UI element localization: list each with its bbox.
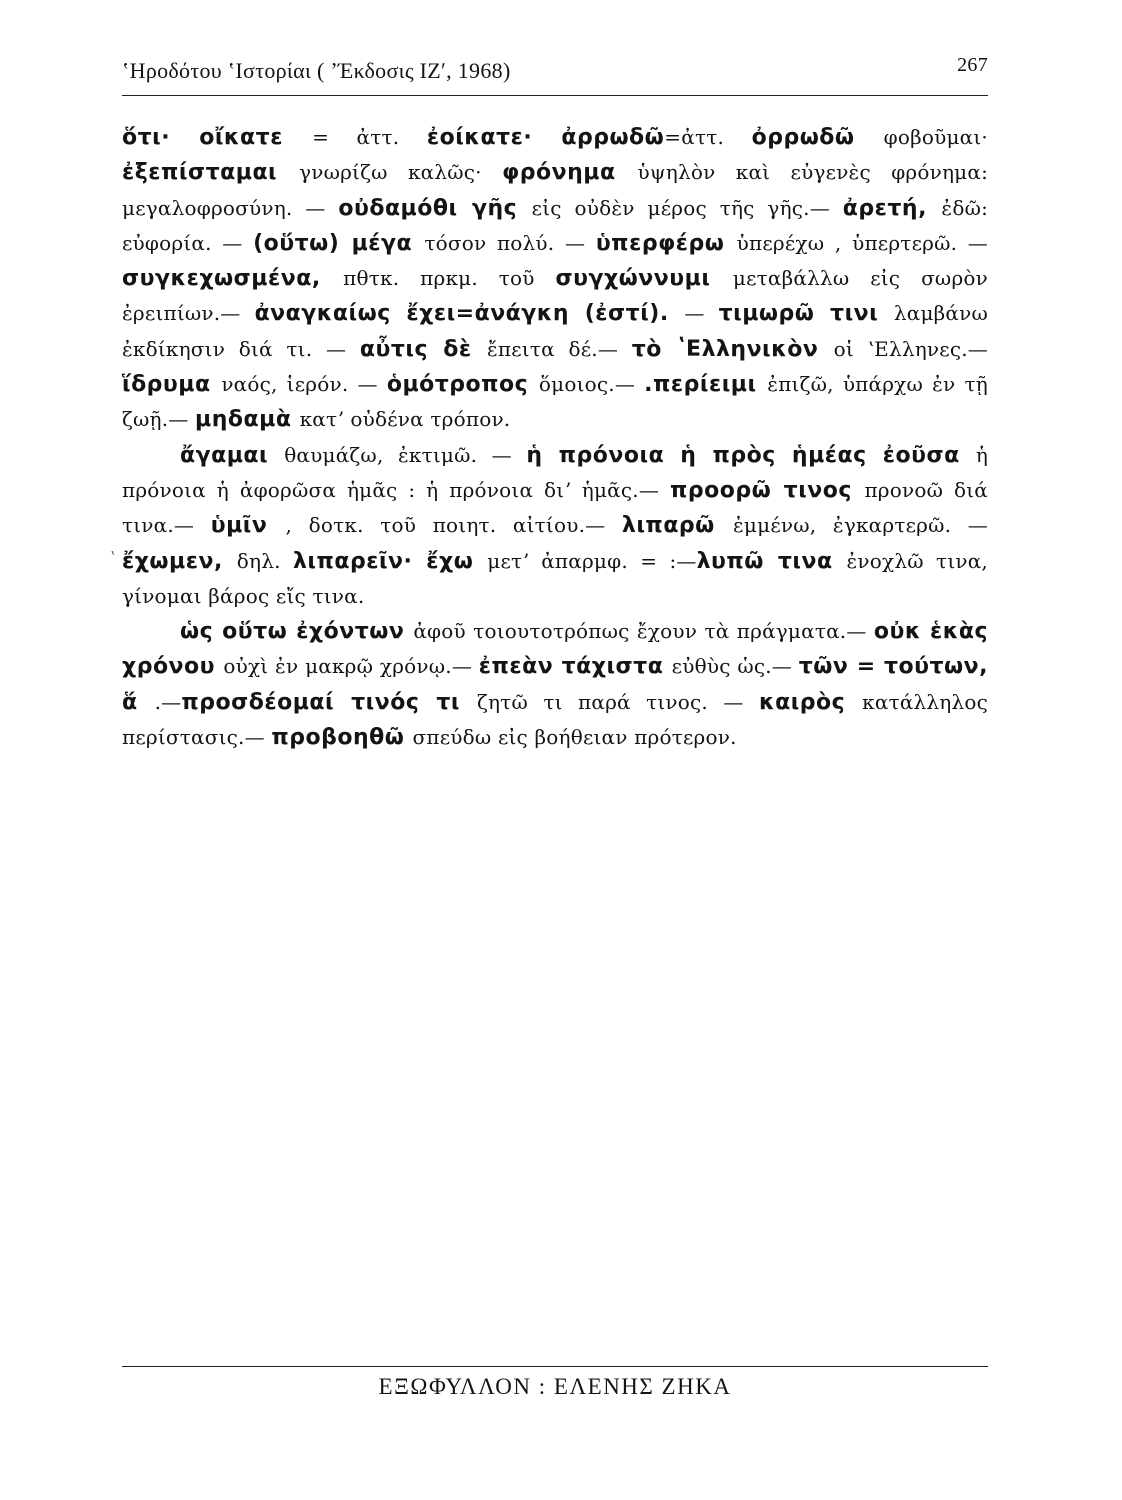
headword: ἵδρυμα [122, 372, 222, 398]
headword: προορῶ τινος [669, 477, 865, 503]
footer-rule [122, 1366, 988, 1367]
gloss-text: προνοῶ διά τινα.— [122, 477, 988, 538]
headword: οἴκατε [199, 125, 313, 150]
gloss-text: φοβοῦμαι· [883, 125, 988, 149]
gloss-text: κατʼ οὐδένα τρόπον. [299, 407, 511, 432]
gloss-text: γνωρίζω καλῶς· [299, 160, 503, 185]
header-title: ʽΗροδότου ʽΙστορίαι ( ʼΈκδοσις ΙΖʹ, 1968) [122, 58, 511, 83]
gloss-text: — [684, 301, 719, 326]
gloss-text: ἐμμένω, ἐγκαρτερῶ. — [733, 513, 988, 538]
headword: λιπαρῶ [621, 513, 733, 539]
headword: ἄγαμαι [180, 442, 285, 468]
cover-credit: ΕΞΩΦΥΛΛΟΝ : ΕΛΕΝΗΣ ΖΗΚΑ [378, 1374, 732, 1399]
gloss-text: δηλ. [236, 548, 293, 573]
glossary-paragraph-3 [122, 614, 988, 755]
gloss-text: = ἀττ. [312, 125, 427, 149]
gloss-text: κατάλληλος περίστασις.— [122, 689, 988, 750]
headword: ὑπερφέρω [595, 230, 737, 256]
headword: φρόνημα [502, 160, 638, 186]
headword: συγχώννυμι [555, 266, 733, 292]
headword: προσδέομαί τινός τι [181, 689, 477, 715]
running-header [122, 52, 988, 92]
headword: .περίειμι [644, 372, 768, 398]
gloss-text: εἰς οὐδὲν μέρος τῆς γῆς.— [531, 195, 843, 220]
headword: τιμωρῶ τινι [718, 301, 894, 327]
gloss-text: οὐχὶ ἐν μακρῷ χρόνῳ.— [223, 654, 479, 679]
gloss-text: =ἀττ. [664, 125, 752, 149]
gloss-text: , δοτκ. τοῦ ποιητ. αἰτίου.— [285, 513, 622, 538]
headword: ὁμότροπος [386, 372, 539, 398]
gloss-text: λαμβάνω ἐκδίκησιν διά τι. — [122, 301, 989, 361]
gloss-text: εὐθὺς ὡς.— [671, 654, 799, 679]
headword: συγκεχωσμένα, [122, 266, 344, 292]
glossary-text [122, 120, 988, 755]
margin-mark: ʽ [110, 548, 116, 567]
gloss-text: ἐπιζῶ, ὑπάρχω ἐν τῇ ζωῇ.— [122, 372, 988, 432]
gloss-text: ἀφοῦ τοιουτοτρόπως ἔχουν τὰ πράγματα.— [413, 619, 874, 644]
headword: τὸ ʽΕλληνικὸν [631, 336, 834, 362]
gloss-text: θαυμάζω, ἐκτιμῶ. — [284, 442, 527, 467]
glossary-paragraph-2 [122, 438, 988, 614]
gloss-text: ὑψηλὸν καὶ εὐγενὲς φρόνημα: μεγαλοφροσύνη. — [122, 160, 989, 220]
gloss-text: ὑπερέχω , ὑπερτερῶ. — [736, 230, 988, 255]
headword: ἀναγκαίως ἔχει=ἀνάγκη (ἐστί). [254, 301, 685, 327]
page-number: 267 [957, 54, 988, 76]
gloss-text: ὅμοιος.— [538, 372, 645, 397]
gloss-text: ἔπειτα δέ.— [486, 336, 632, 361]
gloss-text: ἐνοχλῶ τινα, γίνομαι βάρος εἴς τινα. [122, 548, 988, 608]
headword: οὐκ ἑκὰς χρόνου [122, 619, 989, 680]
glossary-paragraph-1 [122, 120, 988, 438]
gloss-text: οἱ ʽΕλληνες.— [833, 336, 988, 361]
headword: ἐοίκατε· [426, 125, 562, 150]
gloss-text: .— [154, 689, 182, 714]
gloss-text: ἡ πρόνοια ἡ ἀφορῶσα ἡμᾶς : ἡ πρόνοια διʼ ἡμᾶς.— [122, 442, 989, 502]
header-rule [122, 95, 988, 96]
gloss-text: μετʼ ἀπαρμφ. = :— [487, 548, 697, 573]
gloss-text: ναός, ἱερόν. — [221, 372, 387, 397]
headword: προβοηθῶ [271, 725, 413, 751]
headword: λυπῶ τινα [696, 548, 847, 574]
headword: ἔχωμεν, [122, 548, 237, 574]
headword: μηδαμὰ [195, 407, 300, 433]
headword: ὑμῖν [210, 513, 286, 539]
headword: ἐπεὰν τάχιστα [478, 654, 672, 680]
headword: ὀρρωδῶ [751, 125, 884, 150]
headword: ἀρρωδῶ [561, 125, 665, 150]
gloss-text: μεταβάλλω εἰς σωρὸν ἐρειπίων.— [122, 266, 988, 326]
headword: (οὕτω) μέγα [253, 230, 425, 256]
headword: ὅτι· [122, 125, 200, 150]
headword: τῶν = τούτων, ἅ [122, 654, 989, 715]
gloss-text: τόσον πολύ. — [424, 230, 596, 255]
gloss-text: ζητῶ τι παρά τινος. — [476, 689, 759, 714]
headword: ἐξεπίσταμαι [122, 160, 300, 186]
headword: ὡς οὕτω ἐχόντων [180, 619, 414, 645]
headword: οὐδαμόθι γῆς [338, 195, 532, 221]
gloss-text: σπεύδω εἰς βοήθειαν πρότερον. [412, 725, 737, 750]
gloss-text: ἐδῶ: εὐφορία. — [122, 195, 989, 255]
gloss-text: πθτκ. πρκμ. τοῦ [343, 266, 556, 291]
headword: ἡ πρόνοια ἡ πρὸς ἡμέας ἐοῦσα [526, 442, 976, 468]
headword: καιρὸς [758, 689, 863, 715]
headword: αὖτις δὲ [359, 336, 487, 362]
headword: ἀρετή, [842, 195, 942, 221]
headword: λιπαρεῖν· ἔχω [292, 548, 488, 574]
